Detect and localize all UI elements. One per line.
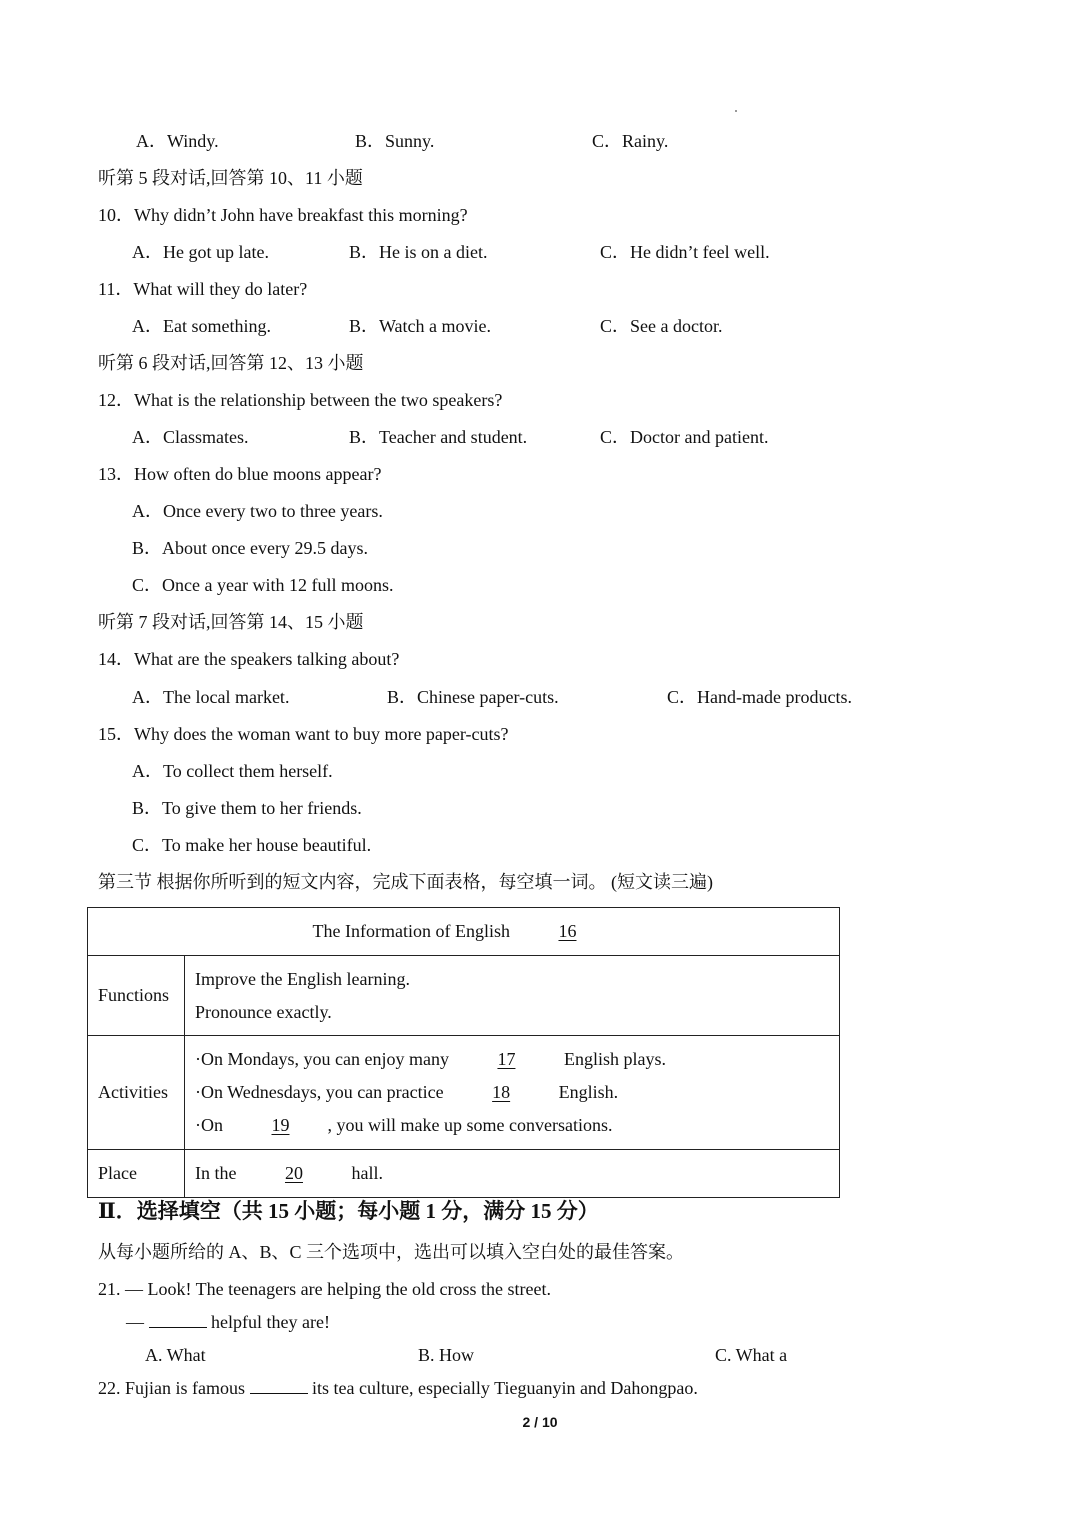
answer-blank [149, 1311, 207, 1328]
q12-option-a: A．Classmates. [132, 427, 249, 447]
activity-text: English plays. [563, 1049, 666, 1069]
q15-option-a: A．To collect them herself. [132, 761, 333, 781]
section5-instruction: 听第 5 段对话,回答第 10、11 小题 [98, 168, 363, 188]
q21-option-b: B. How [418, 1345, 475, 1365]
q10-option-a: A．He got up late. [132, 242, 269, 262]
section7-instruction: 听第 7 段对话,回答第 14、15 小题 [98, 612, 364, 632]
info-table [87, 907, 840, 1198]
scan-speck [735, 110, 737, 112]
q9-option-a: A．Windy. [136, 131, 219, 151]
place-cell [185, 1150, 840, 1198]
function-item: Pronounce exactly. [195, 1001, 332, 1022]
table-title-row [88, 908, 840, 956]
q13-option-a: A．Once every two to three years. [132, 501, 383, 521]
q13-option-b: B．About once every 29.5 days. [132, 538, 368, 558]
q21-option-c: C. What a [715, 1345, 788, 1365]
place-label: Place [88, 1150, 185, 1198]
activity-item [195, 1109, 829, 1142]
blank-20: 20 [284, 1163, 303, 1183]
activity-item [195, 1043, 829, 1076]
blank-17: 17 [497, 1049, 516, 1069]
activity-text: ·On Mondays, you can enjoy many [195, 1049, 449, 1069]
activity-item [195, 1076, 829, 1109]
table-title-cell [88, 908, 840, 956]
activity-text: English. [558, 1082, 619, 1102]
q10-option-c: C．He didn’t feel well. [600, 242, 770, 262]
section6-instruction: 听第 6 段对话,回答第 12、13 小题 [98, 353, 364, 373]
q22-text: its tea culture, especially Tieguanyin and Dahongpao. [312, 1378, 698, 1398]
blank-16: 16 [558, 921, 577, 941]
q11-stem: 11．What will they do later? [98, 279, 308, 299]
q14-option-c: C．Hand-made products. [667, 687, 852, 707]
dash-mark: — [126, 1312, 144, 1332]
functions-label: Functions [88, 956, 185, 1036]
q15-stem: 15．Why does the woman want to buy more paper-cuts? [98, 724, 509, 744]
q11-option-a: A．Eat something. [132, 316, 271, 336]
part3-instruction: 第三节 根据你所听到的短文内容，完成下面表格，每空填一词。 (短文读三遍) [98, 872, 713, 892]
part2-heading: Ⅱ．选择填空（共 15 小题；每小题 1 分，满分 15 分） [98, 1199, 599, 1223]
place-text: hall. [351, 1163, 383, 1183]
answer-blank [250, 1377, 308, 1394]
q13-option-c: C．Once a year with 12 full moons. [132, 575, 394, 595]
blank-18: 18 [492, 1082, 511, 1102]
q9-option-c: C．Rainy. [592, 131, 669, 151]
page-number: 2 / 10 [522, 1414, 558, 1430]
q13-stem: 13．How often do blue moons appear? [98, 464, 382, 484]
q22-text: 22. Fujian is famous [98, 1378, 245, 1398]
q12-option-c: C．Doctor and patient. [600, 427, 769, 447]
q14-option-a: A．The local market. [132, 687, 290, 707]
functions-cell [185, 956, 840, 1036]
place-row [88, 1150, 840, 1198]
q21-option-a: A. What [145, 1345, 206, 1365]
part2-instruction: 从每小题所给的 A、B、C 三个选项中，选出可以填入空白处的最佳答案。 [98, 1242, 685, 1262]
q22-stem [98, 1377, 698, 1399]
q15-option-b: B．To give them to her friends. [132, 798, 362, 818]
activity-text: ·On Wednesdays, you can practice [195, 1082, 444, 1102]
q12-stem: 12．What is the relationship between the two speakers? [98, 390, 503, 410]
q14-stem: 14．What are the speakers talking about? [98, 649, 400, 669]
q12-option-b: B．Teacher and student. [349, 427, 528, 447]
q11-option-b: B．Watch a movie. [349, 316, 492, 336]
q9-option-b: B．Sunny. [355, 131, 435, 151]
functions-row [88, 956, 840, 1036]
q10-option-b: B．He is on a diet. [349, 242, 488, 262]
blank-19: 19 [271, 1115, 290, 1135]
activity-text: , you will make up some conversations. [327, 1115, 613, 1135]
q21-stem: 21. — Look! The teenagers are helping the old cross the street. [98, 1279, 552, 1299]
activities-cell [185, 1036, 840, 1150]
table-title: The Information of English [312, 921, 510, 941]
q10-stem: 10．Why didn’t John have breakfast this morning? [98, 205, 468, 225]
place-text: In the [195, 1163, 237, 1183]
q21-response-text: helpful they are! [211, 1312, 330, 1332]
q15-option-c: C．To make her house beautiful. [132, 835, 372, 855]
activities-row [88, 1036, 840, 1150]
q11-option-c: C．See a doctor. [600, 316, 723, 336]
q21-response [126, 1311, 330, 1333]
activities-label: Activities [88, 1036, 185, 1150]
activity-text: ·On [195, 1115, 223, 1135]
q14-option-b: B．Chinese paper-cuts. [387, 687, 559, 707]
function-item: Improve the English learning. [195, 968, 410, 989]
